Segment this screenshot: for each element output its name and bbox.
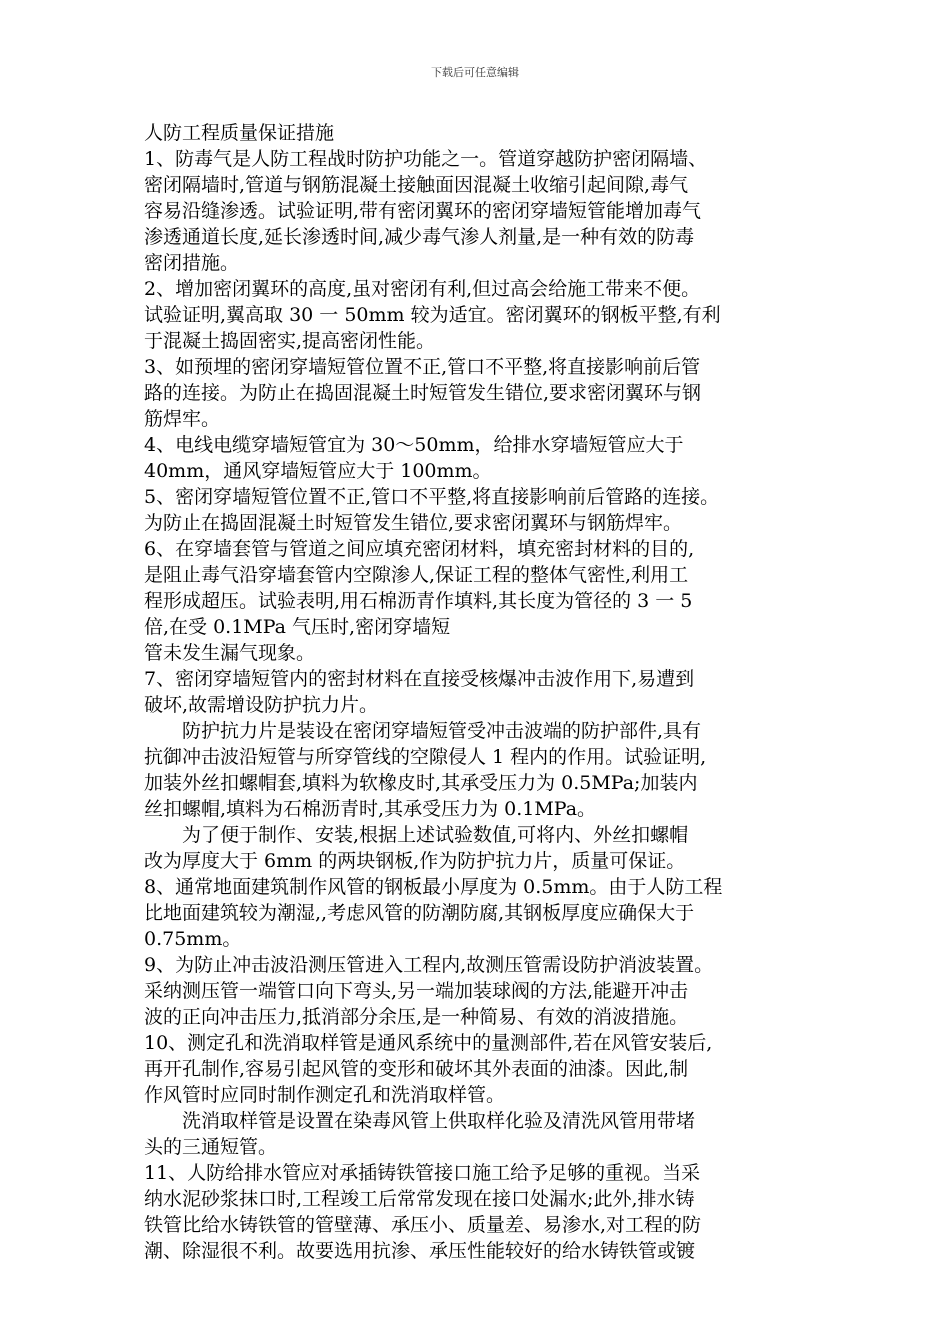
- text-line: 比地面建筑较为潮湿,,考虑风管的防潮防腐,其钢板厚度应确保大于: [144, 902, 695, 924]
- text-line: 于混凝土捣固密实,提高密闭性能。: [144, 330, 436, 352]
- text-line: 洗消取样管是设置在染毒风管上供取样化验及清洗风管用带堵: [182, 1110, 696, 1132]
- text-line: 10、测定孔和洗消取样管是通风系统中的量测部件,若在风管安装后,: [144, 1032, 713, 1054]
- text-line: 倍,在受 0.1MPa 气压时,密闭穿墙短: [144, 616, 451, 638]
- document-title: 人防工程质量保证措施: [144, 122, 335, 144]
- text-line: 防护抗力片是装设在密闭穿墙短管受冲击波端的防护部件,具有: [182, 720, 702, 742]
- text-line: 渗透通道长度,延长渗透时间,减少毒气渗人剂量,是一种有效的防毒: [144, 226, 695, 248]
- text-line: 2、增加密闭翼环的高度,虽对密闭有利,但过高会给施工带来不便。: [144, 278, 701, 300]
- text-line: 容易沿缝渗透。试验证明,带有密闭翼环的密闭穿墙短管能增加毒气: [144, 200, 702, 222]
- text-line: 改为厚度大于 6mm 的两块钢板,作为防护抗力片，质量可保证。: [144, 850, 686, 872]
- text-line: 6、在穿墙套管与管道之间应填充密闭材料，填充密封材料的目的,: [144, 538, 695, 560]
- text-line: 5、密闭穿墙短管位置不正,管口不平整,将直接影响前后管路的连接。: [144, 486, 720, 508]
- text-line: 为防止在捣固混凝土时短管发生错位,要求密闭翼环与钢筋焊牢。: [144, 512, 683, 534]
- text-line: 8、通常地面建筑制作风管的钢板最小厚度为 0.5mm。由于人防工程: [144, 876, 723, 898]
- text-line: 管未发生漏气现象。: [144, 642, 316, 664]
- text-line: 筋焊牢。: [144, 408, 221, 430]
- text-line: 0.75mm。: [144, 928, 242, 950]
- text-line: 加装外丝扣螺帽套,填料为软橡皮时,其承受压力为 0.5MPa;加装内: [144, 772, 698, 794]
- text-line: 40mm，通风穿墙短管应大于 100mm。: [144, 460, 492, 482]
- text-line: 是阻止毒气沿穿墙套管内空隙渗人,保证工程的整体气密性,利用工: [144, 564, 689, 586]
- text-line: 11、人防给排水管应对承插铸铁管接口施工给予足够的重视。当采: [144, 1162, 701, 1184]
- text-line: 潮、除湿很不利。故要选用抗渗、承压性能较好的给水铸铁管或镀: [144, 1240, 696, 1262]
- text-line: 为了便于制作、安装,根据上述试验数值,可将内、外丝扣螺帽: [182, 824, 689, 846]
- text-line: 再开孔制作,容易引起风管的变形和破坏其外表面的油漆。因此,制: [144, 1058, 689, 1080]
- document-body: [144, 120, 824, 1264]
- text-line: 密闭措施。: [144, 252, 240, 274]
- text-line: 9、为防止冲击波沿测压管进入工程内,故测压管需设防护消波装置。: [144, 954, 714, 976]
- text-line: 采纳测压管一端管口向下弯头,另一端加装球阀的方法,能避开冲击: [144, 980, 689, 1002]
- text-line: 抗御冲击波沿短管与所穿管线的空隙侵人 1 程内的作用。试验证明,: [144, 746, 707, 768]
- header-note: 下载后可任意编辑: [431, 66, 519, 79]
- text-line: 丝扣螺帽,填料为石棉沥青时,其承受压力为 0.1MPa。: [144, 798, 597, 820]
- text-line: 作风管时应同时制作测定孔和洗消取样管。: [144, 1084, 506, 1106]
- text-line: 密闭隔墙时,管道与钢筋混凝土接触面因混凝土收缩引起间隙,毒气: [144, 174, 689, 196]
- text-line: 头的三通短管。: [144, 1136, 278, 1158]
- text-line: 纳水泥砂浆抹口时,工程竣工后常常发现在接口处漏水;此外,排水铸: [144, 1188, 695, 1210]
- text-line: 3、如预埋的密闭穿墙短管位置不正,管口不平整,将直接影响前后管: [144, 356, 701, 378]
- text-line: 铁管比给水铸铁管的管壁薄、承压小、质量差、易渗水,对工程的防: [144, 1214, 702, 1236]
- text-line: 试验证明,翼高取 30 一 50mm 较为适宜。密闭翼环的钢板平整,有利: [144, 304, 721, 326]
- text-line: 程形成超压。试验表明,用石棉沥青作填料,其长度为管径的 3 一 5: [144, 590, 693, 612]
- text-line: 1、防毒气是人防工程战时防护功能之一。管道穿越防护密闭隔墙、: [144, 148, 708, 170]
- text-line: 4、电线电缆穿墙短管宜为 30～50mm，给排水穿墙短管应大于: [144, 434, 684, 456]
- text-line: 路的连接。为防止在捣固混凝土时短管发生错位,要求密闭翼环与钢: [144, 382, 702, 404]
- text-line: 7、密闭穿墙短管内的密封材料在直接受核爆冲击波作用下,易遭到: [144, 668, 695, 690]
- text-line: 波的正向冲击压力,抵消部分余压,是一种简易、有效的消波措施。: [144, 1006, 689, 1028]
- text-line: 破坏,故需增设防护抗力片。: [144, 694, 379, 716]
